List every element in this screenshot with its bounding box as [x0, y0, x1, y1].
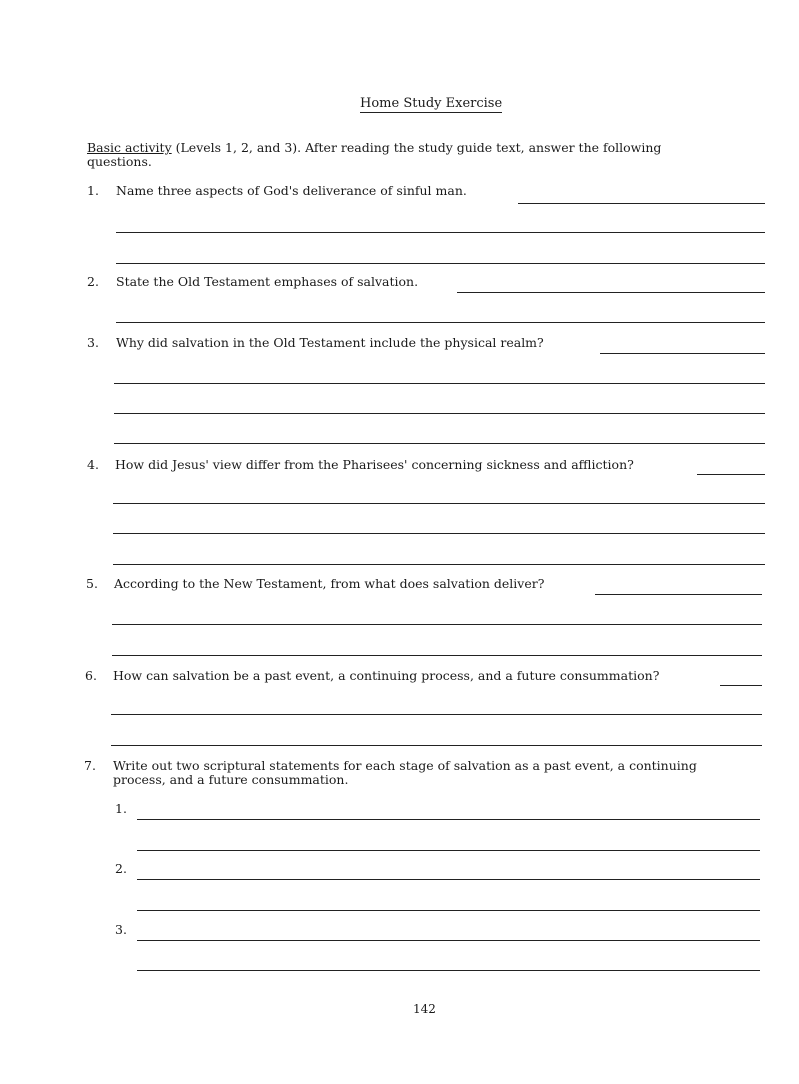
- answer-line[interactable]: [697, 474, 765, 475]
- answer-line[interactable]: [114, 383, 765, 384]
- answer-line[interactable]: [116, 322, 765, 323]
- answer-line[interactable]: [137, 819, 760, 820]
- page-title: Home Study Exercise: [360, 96, 503, 111]
- question-3-number: 3.: [87, 335, 99, 350]
- sub-item-1-number: 1.: [115, 801, 127, 816]
- answer-line[interactable]: [113, 564, 765, 565]
- question-6-text: How can salvation be a past event, a continuing process, and a future consummation?: [113, 668, 660, 683]
- answer-line[interactable]: [137, 970, 760, 971]
- answer-line[interactable]: [113, 533, 765, 534]
- answer-line[interactable]: [457, 292, 765, 293]
- instructions: [87, 140, 661, 155]
- answer-line[interactable]: [595, 594, 762, 595]
- answer-line[interactable]: [111, 714, 762, 715]
- question-5-number: 5.: [86, 576, 98, 591]
- question-7-text-continued: process, and a future consummation.: [113, 772, 349, 787]
- answer-line[interactable]: [720, 685, 762, 686]
- answer-line[interactable]: [137, 940, 760, 941]
- answer-line[interactable]: [112, 655, 762, 656]
- question-1-text: Name three aspects of God's deliverance of sinful man.: [116, 183, 467, 198]
- answer-line[interactable]: [518, 203, 765, 204]
- sub-item-3-number: 3.: [115, 922, 127, 937]
- answer-line[interactable]: [137, 879, 760, 880]
- answer-line[interactable]: [112, 624, 762, 625]
- answer-line[interactable]: [114, 443, 765, 444]
- instructions-label: Basic activity: [87, 140, 172, 155]
- question-6-number: 6.: [85, 668, 97, 683]
- instructions-continued: questions.: [87, 154, 152, 169]
- answer-line[interactable]: [116, 232, 765, 233]
- answer-line[interactable]: [111, 745, 762, 746]
- instructions-text: (Levels 1, 2, and 3). After reading the study guide text, answer the following: [171, 140, 662, 155]
- page-number: 142: [413, 1002, 436, 1016]
- question-4-text: How did Jesus' view differ from the Pharisees' concerning sickness and affliction?: [115, 457, 634, 472]
- answer-line[interactable]: [137, 910, 760, 911]
- question-5-text: According to the New Testament, from what does salvation deliver?: [114, 576, 545, 591]
- question-2-number: 2.: [87, 274, 99, 289]
- answer-line[interactable]: [116, 263, 765, 264]
- answer-line[interactable]: [600, 353, 765, 354]
- answer-line[interactable]: [114, 413, 765, 414]
- answer-line[interactable]: [113, 503, 765, 504]
- question-3-text: Why did salvation in the Old Testament include the physical realm?: [116, 335, 544, 350]
- question-7-text: Write out two scriptural statements for each stage of salvation as a past event, a continuing: [113, 758, 697, 773]
- question-7-number: 7.: [84, 758, 96, 773]
- question-1-number: 1.: [87, 183, 99, 198]
- question-4-number: 4.: [87, 457, 99, 472]
- answer-line[interactable]: [137, 850, 760, 851]
- sub-item-2-number: 2.: [115, 861, 127, 876]
- question-2-text: State the Old Testament emphases of salvation.: [116, 274, 419, 289]
